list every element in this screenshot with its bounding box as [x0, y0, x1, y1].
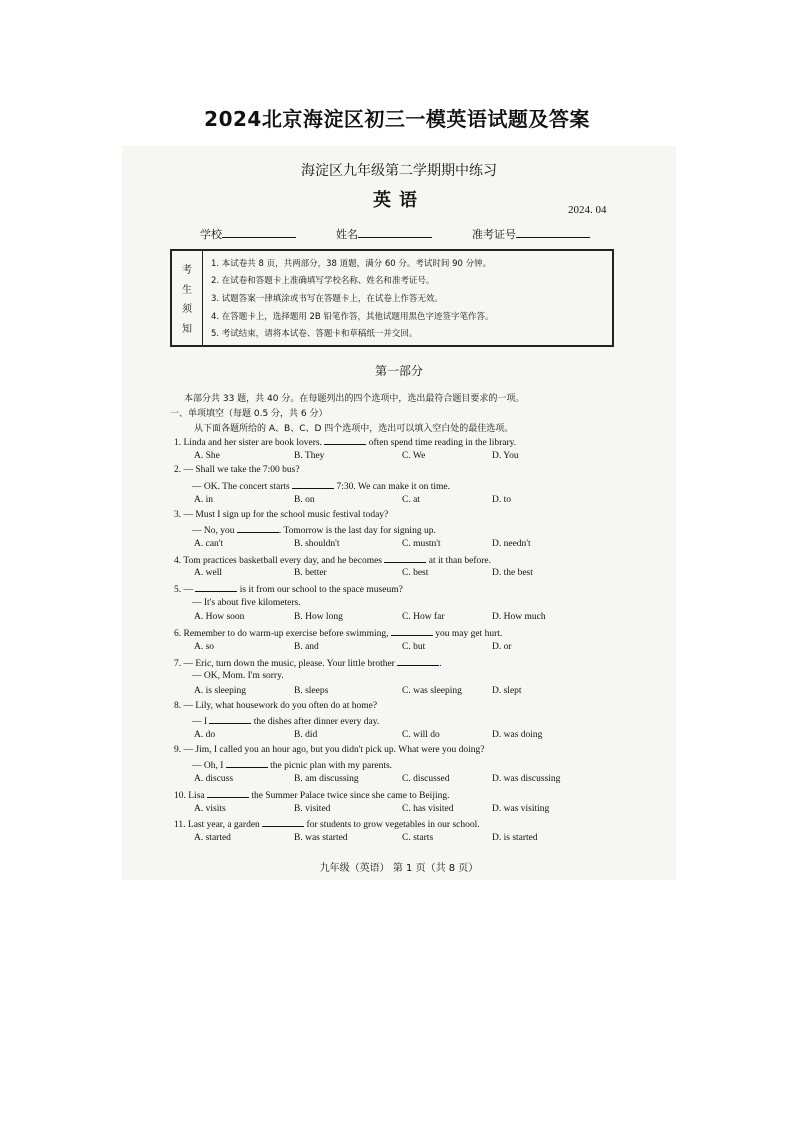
answer-option: D. to	[492, 494, 511, 505]
question-text: at it than before.	[426, 555, 492, 566]
school-label: 学校	[200, 228, 222, 241]
question-text: 4. Tom practices basketball every day, and he becomes	[174, 555, 385, 566]
answer-blank	[324, 436, 366, 445]
answer-option: C. starts	[402, 832, 434, 843]
answer-option: D. is started	[492, 832, 538, 843]
question-text: 5. —	[174, 585, 196, 595]
notice-item: 2. 在试卷和答题卡上准确填写学校名称、姓名和准考证号。	[211, 276, 435, 287]
answer-option: A. started	[194, 832, 231, 843]
answer-option: A. visits	[194, 803, 226, 814]
question-stem	[174, 627, 502, 639]
answer-option: A. can't	[194, 538, 224, 549]
answer-option: C. but	[402, 641, 426, 652]
exam-number-label: 准考证号	[472, 228, 516, 241]
question-text: 3. — Must I sign up for the school music festival today?	[174, 509, 389, 520]
exam-subtitle: 海淀区九年级第二学期期中练习	[301, 163, 497, 179]
notice-head-char: 生	[182, 284, 192, 296]
answer-option: B. visited	[294, 803, 331, 814]
question-text: — It's about five kilometers.	[192, 597, 301, 608]
question-text: 1. Linda and her sister are book lovers.	[174, 438, 325, 448]
name-blank	[358, 227, 432, 238]
answer-option: C. mustn't	[402, 538, 441, 549]
notice-item: 4. 在答题卡上，选择题用 2B 铅笔作答，其他试题用黑色字迹签字笔作答。	[211, 311, 494, 322]
question-text: 2. — Shall we take the 7:00 bus?	[174, 465, 300, 476]
question-line	[192, 715, 379, 727]
answer-option: C. We	[402, 450, 426, 461]
notice-item: 5. 考试结束，请将本试卷、答题卡和草稿纸一并交回。	[211, 329, 418, 340]
answer-option: D. needn't	[492, 538, 531, 549]
answer-option: B. am discussing	[294, 774, 359, 785]
exam-subject: 英语	[373, 190, 425, 211]
question-stem	[174, 789, 449, 801]
answer-option: A. is sleeping	[194, 685, 246, 696]
question-text: for students to grow vegetables in our school.	[304, 820, 480, 831]
answer-option: B. on	[294, 494, 315, 505]
answer-option: A. She	[194, 450, 220, 461]
question-stem	[174, 554, 491, 566]
answer-option: B. shouldn't	[294, 538, 340, 549]
question-text: the dishes after dinner every day.	[251, 717, 380, 728]
question-text: 7. — Eric, turn down the music, please. Your little brother	[174, 658, 398, 669]
answer-option: D. was doing	[492, 730, 543, 740]
answer-blank	[209, 715, 251, 724]
question-text: 6. Remember to do warm-up exercise before swimming,	[174, 629, 391, 640]
question-stem	[174, 818, 480, 830]
question-text: 7:30. We can make it on time.	[334, 482, 451, 493]
exam-number-blank	[516, 227, 590, 238]
question-text: 9. — Jim, I called you an hour ago, but you didn't pick up. What were you doing?	[174, 744, 485, 755]
answer-option: B. was started	[294, 832, 348, 843]
answer-blank	[237, 524, 279, 533]
question-text: 11. Last year, a garden	[174, 820, 263, 831]
question-text: — OK, Mom. I'm sorry.	[192, 671, 284, 682]
answer-option: C. will do	[402, 730, 440, 740]
answer-option: D. the best	[492, 568, 533, 579]
question-text: .	[439, 658, 442, 669]
school-blank	[222, 227, 296, 238]
question-text: is it from our school to the space museum?	[237, 585, 403, 595]
answer-option: D. was discussing	[492, 774, 561, 785]
notice-item: 3. 试题答案一律填涂或书写在答题卡上，在试卷上作答无效。	[211, 293, 443, 304]
question-stem	[174, 510, 388, 520]
part-intro: 本部分共 33 题，共 40 分。在每题列出的四个选项中，选出最符合题目要求的一项。	[184, 394, 525, 404]
question-text: — No, you	[192, 526, 237, 537]
answer-option: A. How soon	[194, 612, 245, 623]
question-text: — I	[192, 717, 210, 728]
notice-item: 1. 本试卷共 8 页，共两部分，38 道题，满分 60 分。考试时间 90 分钟。	[211, 258, 492, 269]
answer-option: D. How much	[492, 612, 546, 623]
answer-option: B. sleeps	[294, 685, 329, 696]
question-line	[192, 671, 284, 681]
notice-items	[203, 251, 612, 345]
question-text: the picnic plan with my parents.	[267, 761, 393, 772]
answer-blank	[391, 627, 433, 636]
answer-blank	[384, 554, 426, 563]
exam-page-scan	[122, 146, 676, 880]
section-title: 一、单项填空（每题 0.5 分，共 6 分）	[170, 409, 328, 419]
section-instruction: 从下面各题所给的 A、B、C、D 四个选项中，选出可以填入空白处的最佳选项。	[194, 424, 514, 434]
exam-number-field	[472, 226, 590, 242]
question-text: you may get hurt.	[432, 629, 503, 640]
question-stem	[174, 436, 516, 448]
answer-blank	[195, 583, 237, 592]
notice-head-char: 知	[182, 323, 192, 335]
part-title: 第一部分	[374, 364, 423, 378]
answer-option: C. has visited	[402, 803, 454, 814]
answer-option: A. discuss	[194, 774, 234, 785]
answer-option: C. was sleeping	[402, 685, 462, 696]
answer-option: A. well	[194, 568, 222, 579]
question-text: . Tomorrow is the last day for signing up.	[278, 526, 436, 537]
answer-blank	[207, 789, 249, 798]
question-stem	[174, 583, 403, 595]
school-field	[200, 226, 296, 242]
name-field	[336, 226, 432, 242]
exam-date: 2024. 04	[568, 204, 607, 216]
answer-blank	[397, 657, 439, 666]
answer-option: B. How long	[294, 612, 343, 623]
notice-head-char: 须	[182, 304, 192, 316]
question-stem	[174, 701, 377, 711]
answer-option: D. slept	[492, 685, 522, 696]
question-text: — OK. The concert starts	[192, 482, 293, 493]
question-line	[192, 759, 392, 771]
answer-option: D. or	[492, 641, 512, 652]
answer-option: B. They	[294, 450, 325, 461]
answer-option: B. did	[294, 730, 318, 740]
question-stem	[174, 745, 485, 755]
answer-option: A. do	[194, 730, 216, 740]
answer-option: C. How far	[402, 612, 445, 623]
answer-option: C. at	[402, 494, 420, 505]
question-text: often spend time reading in the library.	[366, 438, 517, 448]
document-title: 2024北京海淀区初三一模英语试题及答案	[204, 107, 590, 131]
question-line	[192, 480, 450, 492]
answer-option: C. best	[402, 568, 429, 579]
question-stem	[174, 657, 442, 669]
question-line	[192, 524, 436, 536]
notice-head-char: 考	[182, 265, 192, 277]
question-text: 10. Lisa	[174, 790, 207, 801]
answer-option: D. You	[492, 450, 519, 461]
answer-option: A. so	[194, 641, 215, 652]
answer-option: C. discussed	[402, 774, 450, 785]
page-footer: 九年级（英语） 第 1 页（共 8 页）	[319, 863, 479, 874]
name-label: 姓名	[336, 228, 358, 241]
question-stem	[174, 465, 300, 475]
answer-option: A. in	[194, 494, 213, 505]
notice-heading	[172, 251, 203, 345]
notice-box	[170, 249, 614, 347]
question-line	[192, 598, 301, 608]
answer-blank	[226, 759, 268, 768]
question-text: the Summer Palace twice since she came to Beijing.	[248, 790, 450, 801]
answer-option: B. and	[294, 641, 319, 652]
answer-blank	[262, 818, 304, 827]
answer-option: D. was visiting	[492, 803, 550, 814]
answer-blank	[292, 480, 334, 489]
question-text: 8. — Lily, what housework do you often do at home?	[174, 700, 378, 711]
answer-option: B. better	[294, 568, 327, 579]
question-text: — Oh, I	[192, 761, 226, 772]
